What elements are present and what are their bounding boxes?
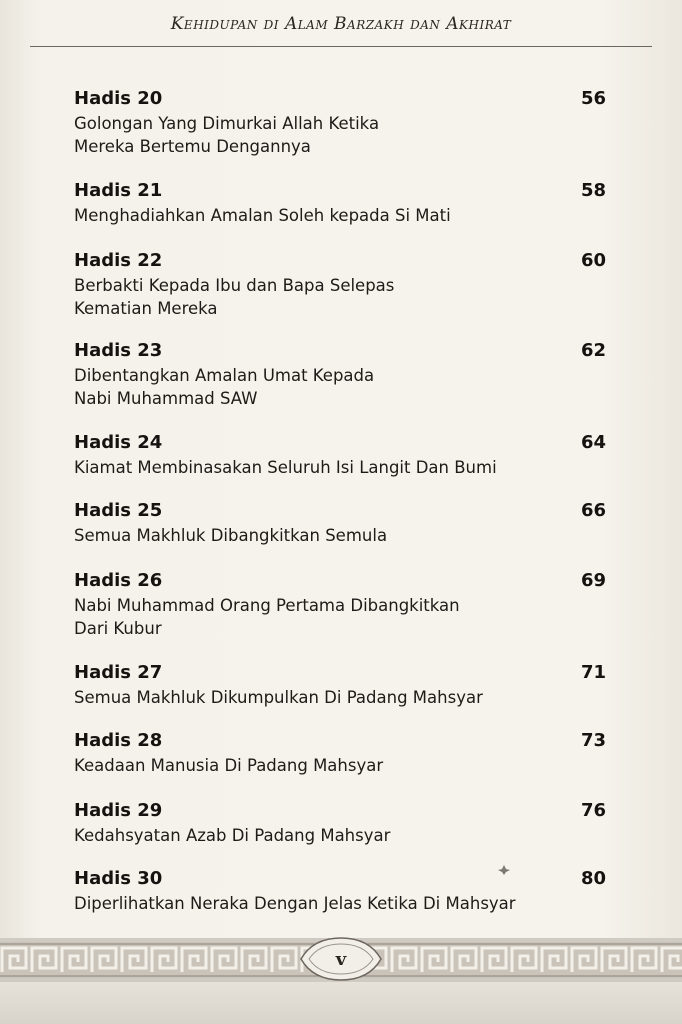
page-number: 56 (580, 88, 606, 109)
bottom-page-shadow (0, 982, 682, 1024)
entry-title-line: Menghadiahkan Amalan Soleh kepada Si Mati (74, 206, 451, 225)
hadis-label: Hadis 26 (74, 570, 163, 591)
entry-title-line: Golongan Yang Dimurkai Allah Ketika (74, 114, 380, 133)
table-of-contents (74, 88, 606, 918)
hadis-label: Hadis 24 (74, 432, 163, 453)
entry-title-line: Nabi Muhammad Orang Pertama Dibangkitkan (74, 596, 460, 615)
hadis-label: Hadis 22 (74, 250, 163, 271)
toc-entry (74, 180, 606, 250)
hadis-label: Hadis 23 (74, 340, 163, 361)
entry-title-line: Kematian Mereka (74, 299, 218, 318)
toc-entry (74, 500, 606, 570)
page-number: 80 (580, 868, 606, 889)
hadis-label: Hadis 28 (74, 730, 163, 751)
entry-title-line: Kiamat Membinasakan Seluruh Isi Langit Dan Bumi (74, 458, 497, 477)
page-number: 64 (580, 432, 606, 453)
hadis-label: Hadis 20 (74, 88, 163, 109)
entry-title-line: Keadaan Manusia Di Padang Mahsyar (74, 756, 384, 775)
header-rule (30, 46, 652, 47)
page-number: 73 (580, 730, 606, 751)
page-number: 69 (580, 570, 606, 591)
toc-entry (74, 868, 606, 918)
entry-title-line: Dari Kubur (74, 619, 162, 638)
toc-entry (74, 800, 606, 868)
hadis-label: Hadis 30 (74, 868, 163, 889)
entry-title-line: Berbakti Kepada Ibu dan Bapa Selepas (74, 276, 395, 295)
hadis-label: Hadis 27 (74, 662, 163, 683)
entry-title-line: Mereka Bertemu Dengannya (74, 137, 311, 156)
page-number: 60 (580, 250, 606, 271)
toc-entry (74, 662, 606, 730)
page-number: 76 (580, 800, 606, 821)
entry-title-line: Nabi Muhammad SAW (74, 389, 258, 408)
hadis-label: Hadis 21 (74, 180, 163, 201)
toc-entry (74, 730, 606, 800)
toc-entry (74, 340, 606, 432)
toc-entry (74, 570, 606, 662)
entry-title-line: Semua Makhluk Dibangkitkan Semula (74, 526, 388, 545)
toc-entry (74, 88, 606, 180)
page-number: 71 (580, 662, 606, 683)
folio-plate (293, 934, 389, 984)
running-head: Kehidupan di Alam Barzakh dan Akhirat (170, 14, 512, 34)
entry-title-line: Dibentangkan Amalan Umat Kepada (74, 366, 375, 385)
ink-speck-mark (497, 864, 511, 876)
toc-entry (74, 432, 606, 500)
page-number: 62 (580, 340, 606, 361)
hadis-label: Hadis 25 (74, 500, 163, 521)
hadis-label: Hadis 29 (74, 800, 163, 821)
toc-entry (74, 250, 606, 340)
page-number: 58 (580, 180, 606, 201)
page-folio: v (335, 948, 347, 970)
entry-title-line: Kedahsyatan Azab Di Padang Mahsyar (74, 826, 391, 845)
page-number: 66 (580, 500, 606, 521)
entry-title-line: Semua Makhluk Dikumpulkan Di Padang Mahsyar (74, 688, 483, 707)
entry-title-line: Diperlihatkan Neraka Dengan Jelas Ketika Di Mahsyar (74, 894, 516, 913)
